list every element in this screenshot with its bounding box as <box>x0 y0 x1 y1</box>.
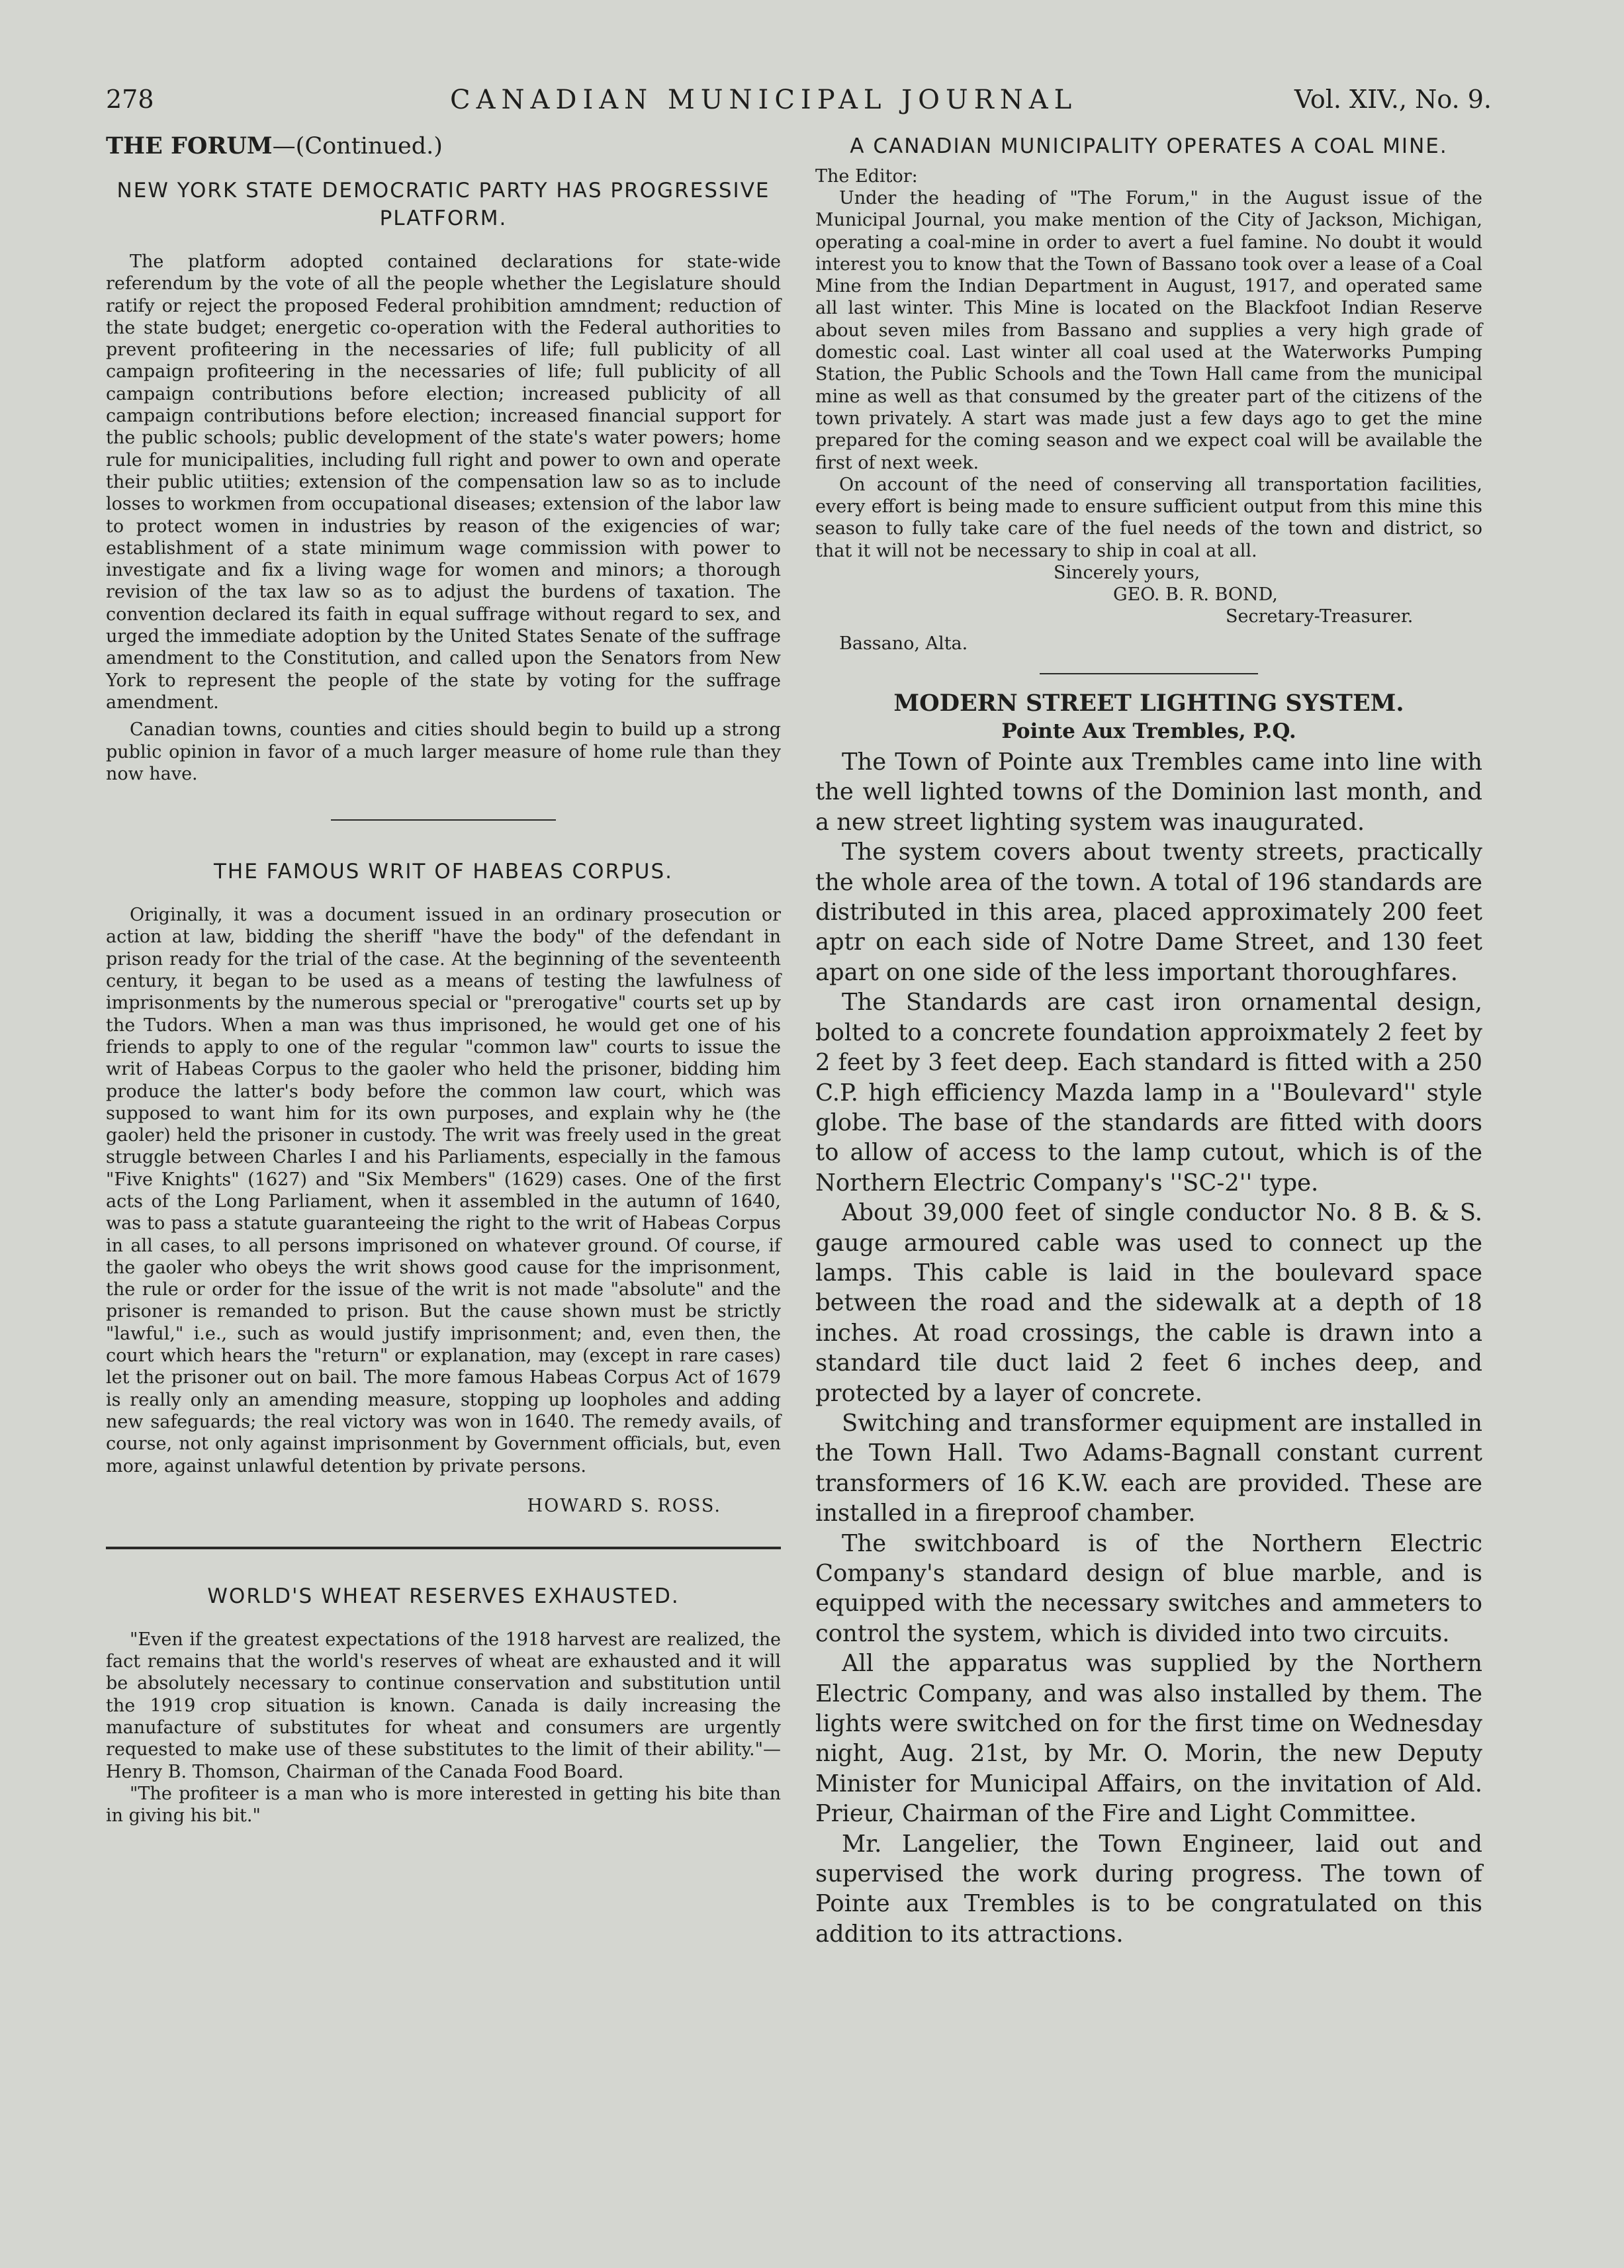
volume-info: Vol. XIV., No. 9. <box>1294 85 1492 114</box>
article-title-street-lighting: MODERN STREET LIGHTING SYSTEM. <box>893 690 1404 717</box>
letter-paragraph: On account of the need of conserving all transportation facilities, every effort is being made to ensure sufficient output from this mine this season to fully take care of the fuel needs of the town and district, so that it will not be necessary to ship in coal at all. <box>815 474 1482 561</box>
divider <box>331 819 556 821</box>
article-paragraph: The system covers about twenty streets, practically the whole area of the town. A total of 196 standards are distributed in this area, placed approximately 200 feet aptr on each side of Notre Dame Street, and 130 feet apart on one side of the less important thoroughfares. <box>815 839 1482 986</box>
letter-author-position: Secretary-Treasurer. <box>1226 606 1414 627</box>
divider <box>1040 673 1258 674</box>
article-paragraph: "Even if the greatest expectations of the 1918 harvest are realized, the fact remains that the world's reserves of wheat are exhausted and it will be absolutely necessary to continue conservation and substitution until the 1919 crop situation is known. Canada is daily increasing the manufacture of substitutes for wheat and consumers are urgently requested to make use of these substitutes to the limit of their ability."—Henry B. Thomson, Chairman of the Canada Food Board. <box>106 1629 781 1782</box>
article-paragraph: All the apparatus was supplied by the Northern Electric Company, and was also installed by them. The lights were switched on for the first time on Wednesday night, Aug. 21st, by Mr. O. Morin, the new Deputy Minister for Municipal Affairs, on the invitation of Ald. Prieur, Chairman of the Fire and Light Committee. <box>815 1650 1482 1828</box>
article-paragraph: About 39,000 feet of single conductor No. 8 B. & S. gauge armoured cable was used to connect up the lamps. This cable is laid in the boulevard space between the road and the sidewalk at a depth of 18 inches. At road crossings, the cable is drawn into a standard tile duct laid 2 feet 6 inches deep, and protected by a layer of concrete. <box>815 1199 1482 1407</box>
page-number: 278 <box>106 85 154 114</box>
article-subtitle: Pointe Aux Trembles, P.Q. <box>1001 719 1296 744</box>
article-paragraph: "The profiteer is a man who is more interested in getting his bite than in giving his bit." <box>106 1783 781 1827</box>
page-header <box>106 85 1492 131</box>
forum-continued: —(Continued.) <box>272 133 443 159</box>
letter-closing: Sincerely yours, <box>1054 563 1200 584</box>
article-paragraph: The Standards are cast iron ornamental design, bolted to a concrete foundation approixmately 2 feet by 2 feet by 3 feet deep. Each standard is fitted with a 250 C.P. high efficiency Mazda lamp in a ''Boulevard'' style globe. The base of the standards are fitted with doors to allow of access to the lamp cutout, which is of the Northern Electric Company's ''SC-2'' type. <box>815 989 1482 1197</box>
letter-paragraph: Under the heading of "The Forum," in the August issue of the Municipal Journal, you make mention of the City of Jackson, Michigan, operating a coal-mine in order to avert a fuel famine. No doubt it would interest you to know that the Town of Bassano took over a lease of a Coal Mine from the Indian Department in August, 1917, and operated same all last winter. This Mine is located on the Blackfoot Indian Reserve about seven miles from Bassano and supplies a very high grade of domestic coal. Last winter all coal used at the Waterworks Pumping Station, the Public Schools and the Town Hall came from the municipal mine as well as that consumed by the greater part of the citizens of the town privately. A start was made just a few days ago to get the mine prepared for the coming season and we expect coal will be available the first of next week. <box>815 188 1482 473</box>
letter-salutation: The Editor: <box>815 166 918 187</box>
article-title-ny-platform: NEW YORK STATE DEMOCRATIC PARTY HAS PROGRESSIVE PLATFORM. <box>116 179 770 230</box>
article-paragraph: Mr. Langelier, the Town Engineer, laid out and supervised the work during progress. The town of Pointe aux Trembles is to be congratulated on this addition to its attractions. <box>815 1830 1482 1948</box>
article-paragraph: The switchboard is of the Northern Electric Company's standard design of blue marble, and is equipped with the necessary switches and ammeters to control the system, which is divided into two circuits. <box>815 1529 1482 1647</box>
author-signature: HOWARD S. ROSS. <box>527 1495 721 1516</box>
article-paragraph: The platform adopted contained declarations for state-wide referendum by the vote of all the people whether the Legislature should ratify or reject the proposed Federal prohibition amndment; reduction of the state budget; energetic co-operation with the Federal authorities to prevent profiteering in the necessaries of life; full publicity of all campaign profiteering in the necessaries of life; full publicity of all campaign contributions before election; increased publicity of all campaign contributions before election; increased financial support for the public schools; public development of the state's water powers; home rule for municipalities, including full right and power to own and operate their public utiities; extension of the compensation law so as to include losses to workmen from occupational diseases; extension of the labor law to protect women in industries by reason of the exigencies of war; establishment of a state minimum wage commission with power to investigate and fix a living wage for women and minors; a thorough revision of the tax law so as to adjust the burdens of taxation. The convention declared its faith in equal suffrage without regard to sex, and urged the immediate adoption by the United States Senate of the suffrage amendment to the Constitution, and called upon the Senators from New York to represent the people of the state by voting for the suffrage amendment. <box>106 251 781 713</box>
article-title-wheat: WORLD'S WHEAT RESERVES EXHAUSTED. <box>207 1584 680 1608</box>
letter-author: GEO. B. R. BOND, <box>1113 584 1278 606</box>
article-paragraph: Originally, it was a document issued in an ordinary prosecution or action at law, bidding the sheriff "have the body" of the defendant in prison ready for the trial of the case. At the beginning of the seventeenth century, it began to be used as a means of testing the lawfulness of imprisonments by the numerous special or "prerogative" courts set up by the Tudors. When a man was thus imprisoned, he would get one of his friends to apply to one of the regular "common law" courts to issue the writ of Habeas Corpus to the gaoler who held the prisoner, bidding him produce the latter's body before the common law court, which was supposed to want him for its own purposes, and explain why he (the gaoler) held the prisoner in custody. The writ was freely used in the great struggle between Charles I and his Parliaments, especially in the famous "Five Knights" (1627) and "Six Members" (1629) cases. One of the first acts of the Long Parliament, when it assembled in the autumn of 1640, was to pass a statute guaranteeing the right to the writ of Habeas Corpus in all cases, to all persons imprisoned on whatever ground. Of course, if the gaoler who obeys the writ shows good cause for the imprisonment, the rule or order for the issue of the writ is not made "absolute" and the prisoner is remanded to prison. But the cause shown must be strictly "lawful," i.e., such as would justify imprisonment; and, even then, the court which hears the "return" or explanation, may (except in rare cases) let the prisoner out on bail. The more famous Habeas Corpus Act of 1679 is really only an amending measure, stopping up loopholes and adding new safeguards; the real victory was won in 1640. The remedy avails, of course, not only against imprisonment by Government officials, but, even more, against unlawful detention by private persons. <box>106 905 781 1476</box>
letter-place: Bassano, Alta. <box>839 633 968 655</box>
section-heading <box>106 132 781 159</box>
article-title-habeas-corpus: THE FAMOUS WRIT OF HABEAS CORPUS. <box>213 860 674 884</box>
journal-title: CANADIAN MUNICIPAL JOURNAL <box>450 85 1078 115</box>
left-column <box>106 132 781 1827</box>
article-paragraph: Switching and transformer equipment are installed in the Town Hall. Two Adams-Bagnall constant current transformers of 16 K.W. each are provided. These are installed in a fireproof chamber. <box>815 1409 1482 1527</box>
right-column <box>815 132 1482 1949</box>
article-paragraph: Canadian towns, counties and cities should begin to build up a strong public opinion in favor of a much larger measure of home rule than they now have. <box>106 719 781 784</box>
forum-label: THE FORUM <box>106 132 273 159</box>
article-paragraph: The Town of Pointe aux Trembles came into line with the well lighted towns of the Dominion last month, and a new street lighting system was inaugurated. <box>815 748 1482 836</box>
article-title-coal-mine: A CANADIAN MUNICIPALITY OPERATES A COAL MINE. <box>850 134 1448 158</box>
divider <box>106 1547 781 1549</box>
